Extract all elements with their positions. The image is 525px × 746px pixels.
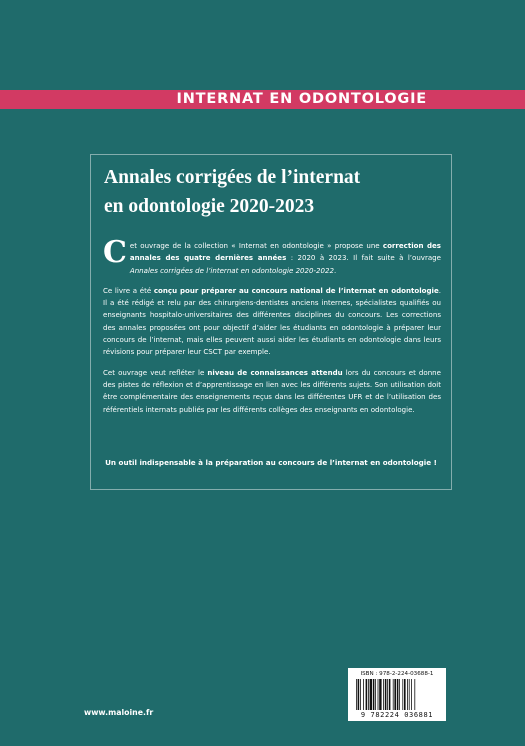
barcode-bar — [379, 679, 381, 710]
barcode-bar — [397, 679, 399, 710]
barcode-bar — [373, 679, 375, 710]
barcode-bar — [394, 679, 396, 710]
barcode-bar — [409, 679, 410, 710]
description — [103, 235, 441, 424]
series-band — [0, 90, 525, 109]
barcode-bar — [385, 679, 387, 710]
publisher-url[interactable]: www.maloine.fr — [84, 708, 154, 717]
barcode-digits: 9 782224 036881 — [360, 711, 434, 719]
barcode-bar — [404, 679, 406, 710]
barcode-bar — [378, 679, 379, 710]
book-title-line2: en odontologie 2020-2023 — [104, 196, 315, 217]
barcode-bar — [389, 679, 391, 710]
tagline: Un outil indispensable à la préparation au concours de l’internat en odontologie ! — [105, 458, 437, 467]
barcode-bar — [414, 679, 415, 710]
barcode-bar — [407, 679, 408, 710]
barcode-bar — [368, 679, 369, 710]
drop-cap: C — [103, 235, 127, 270]
series-title: INTERNAT EN ODONTOLOGIE — [176, 91, 427, 107]
isbn-label: ISBN : 978-2-224-03688-1 — [360, 671, 434, 677]
barcode-bar — [383, 679, 384, 710]
barcode-bar — [358, 679, 360, 710]
barcode-bar — [399, 679, 400, 710]
barcode-bar — [360, 679, 361, 710]
barcode-bar — [356, 679, 357, 710]
paragraph-purpose: Ce livre a été conçu pour préparer au concours national de l’internat en odontologie. Il a été rédigé et relu par des chirurgiens-dentistes anciens internes, spécialistes qualifiés ou enseignants hospitalo-universitaires des différentes disciplines du concours. Les corrections des annales proposées ont pour objectif d’aider les étudiants en odontologie à préparer leur concours de l’internat, mais elles peuvent aussi aider les étudiants en odontologie dans leurs révisions pour préparer leur CSCT par exemple. — [103, 285, 441, 357]
barcode-bar — [370, 679, 372, 710]
barcode-bar — [411, 679, 412, 710]
barcode-bar — [375, 679, 376, 710]
barcode-bar — [366, 679, 368, 710]
barcode-bar — [387, 679, 388, 710]
barcode-bar — [402, 679, 403, 710]
book-title-line1: Annales corrigées de l’internat — [104, 167, 361, 188]
barcode-bar — [363, 679, 364, 710]
barcode-bar — [393, 679, 394, 710]
barcode — [348, 668, 446, 721]
book-title — [104, 163, 444, 221]
paragraph-intro: Cet ouvrage de la collection « Internat en odontologie » propose une correction des annales des quatre dernières années : 2020 à 2023. Il fait suite à l’ouvrage Annales corrigées de l’internat en odontologie 2020-2022. — [103, 235, 441, 275]
barcode-bars — [356, 679, 438, 710]
paragraph-usage: Cet ouvrage veut refléter le niveau de connaissances attendu lors du concours et donne des pistes de réflexion et d’apprentissage en lien avec les différents sujets. Son utilisation doit être complémentaire des enseignements reçus dans les différentes UFR et de l’utilisation des référentiels internats publiés par les différents collèges des enseignants en odontologie. — [103, 367, 441, 414]
